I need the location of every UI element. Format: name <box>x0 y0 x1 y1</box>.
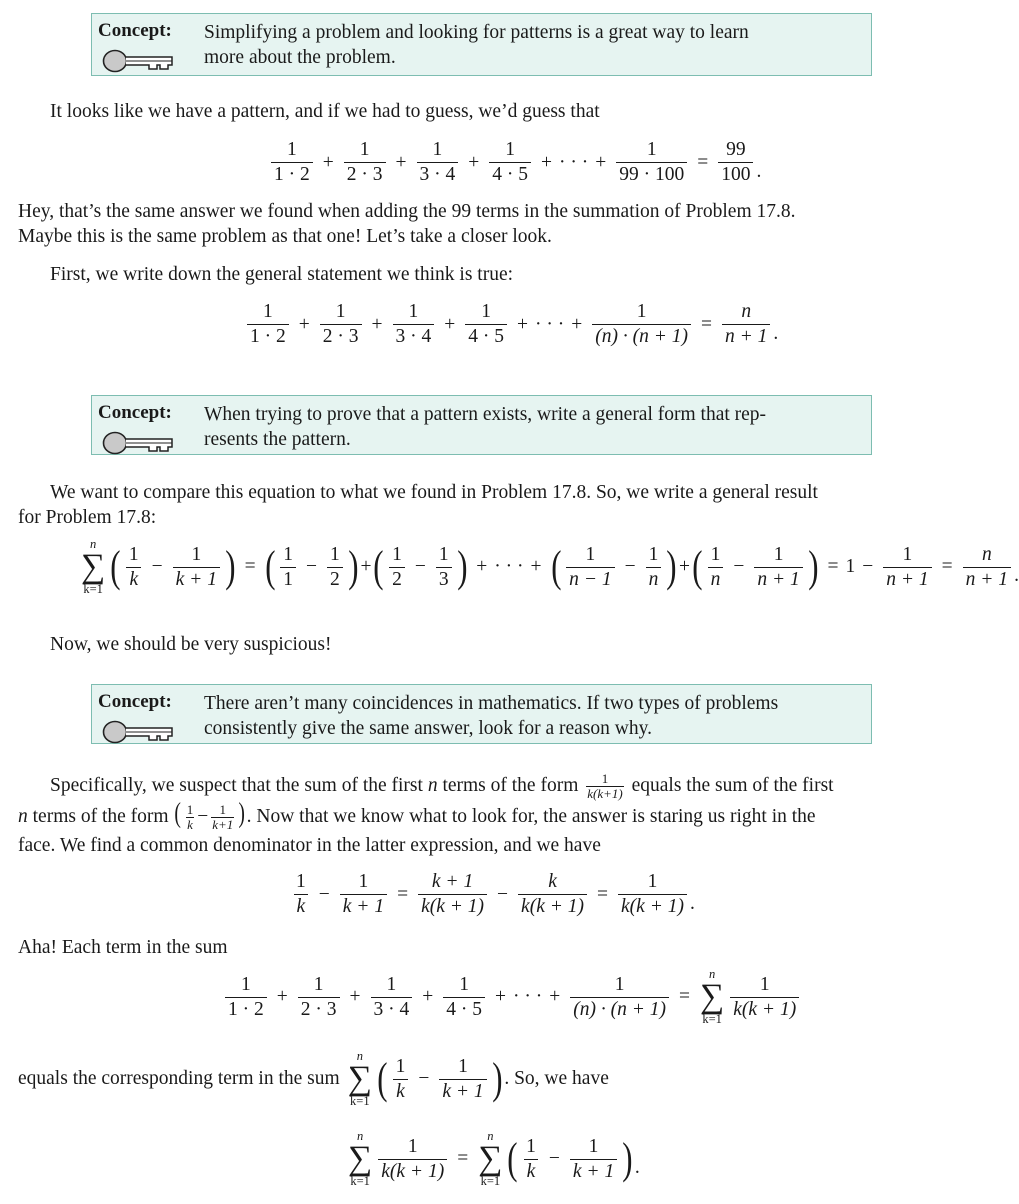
math-token: . <box>756 160 762 182</box>
math-token: = <box>597 883 609 905</box>
math-token: k <box>524 1159 539 1184</box>
math-token: + <box>468 151 480 173</box>
math-token: 1 <box>191 543 202 565</box>
fraction <box>393 1055 409 1104</box>
math-token: k + 1 <box>570 1159 617 1184</box>
math-token: 1 <box>614 973 625 995</box>
fraction <box>371 973 413 1022</box>
fraction <box>211 803 234 832</box>
math-token: 100 <box>718 162 753 187</box>
math-token: + <box>530 556 542 577</box>
paragraph <box>18 1050 609 1108</box>
math-token: n <box>741 301 752 322</box>
concept-text <box>204 20 863 70</box>
math-token: k + 1 <box>439 1079 486 1104</box>
math-token: 4 · 5 <box>489 162 531 187</box>
math-token: − <box>318 883 330 905</box>
math-token: 4 · 5 <box>465 324 507 349</box>
math-token: . So, we have <box>504 1068 609 1089</box>
math-token: = <box>697 151 709 173</box>
math-token: − <box>306 556 318 577</box>
math-token: · · · <box>559 151 589 173</box>
concept-line: Simplifying a problem and looking for patterns is a great way to learn <box>204 22 749 43</box>
math-token: + <box>395 151 407 173</box>
math-token: n <box>981 543 992 565</box>
math-token: 1 <box>395 1055 406 1077</box>
fraction <box>418 870 487 919</box>
concept-box-3 <box>91 684 872 744</box>
text-line: Hey, that’s the same answer we found when adding the 99 terms in the summation of Problem 17.8. <box>18 201 796 222</box>
math-token: = <box>827 556 839 577</box>
summation <box>348 1050 372 1108</box>
concept-text <box>204 691 863 741</box>
summation <box>478 1130 502 1188</box>
fraction <box>592 300 691 349</box>
math-token: 1 <box>648 543 659 565</box>
math-token: − <box>548 1148 560 1169</box>
fraction <box>247 300 289 349</box>
concept-line: resents the pattern. <box>204 429 351 450</box>
math-token: + <box>495 986 506 1007</box>
fraction <box>293 870 309 919</box>
math-token: ( <box>110 542 121 591</box>
math-token: 1 <box>392 543 402 565</box>
math-token: n <box>708 567 724 592</box>
math-token: + <box>276 986 288 1007</box>
math-token: 1 <box>458 1055 468 1077</box>
fraction <box>708 543 724 592</box>
math-token: ) <box>491 1054 503 1103</box>
fraction <box>439 1055 486 1104</box>
fraction <box>722 300 770 349</box>
math-token: k <box>294 894 309 919</box>
math-token: + <box>571 313 583 335</box>
paragraph: First, we write down the general statement we think is true: <box>50 264 514 285</box>
text-line: We want to compare this equation to what we found in Problem 17.8. So, we write a general result <box>50 482 818 503</box>
fraction <box>518 870 587 919</box>
fraction <box>963 543 1011 592</box>
math-token: terms of the form <box>27 806 174 828</box>
fraction <box>126 543 142 592</box>
math-token: + <box>678 556 690 577</box>
math-token: 3 · 4 <box>417 162 459 187</box>
summation <box>81 538 105 596</box>
math-token: ( <box>550 542 561 591</box>
fraction <box>489 138 531 187</box>
math-token: n <box>357 1129 364 1143</box>
concept-line: consistently give the same answer, look for a reason why. <box>204 718 652 739</box>
paragraph: Now, we should be very suspicious! <box>50 634 332 655</box>
paragraph <box>18 199 946 249</box>
math-token: 1 <box>407 1135 418 1157</box>
concept-box-1 <box>91 13 872 76</box>
math-token: k=1 <box>350 1174 370 1188</box>
math-token: + <box>371 313 383 335</box>
math-token: 1 <box>845 556 856 577</box>
fraction <box>465 300 507 349</box>
math-token: 1 <box>128 543 139 565</box>
math-token: ( <box>377 1054 388 1103</box>
math-token: n <box>646 567 662 592</box>
math-token: ( <box>264 542 276 591</box>
math-token: n <box>709 967 716 981</box>
math-token: k <box>126 567 141 592</box>
math-token: − <box>497 883 509 905</box>
text-line: face. We find a common denominator in the latter expression, and we have <box>18 835 601 857</box>
math-token: k + 1 <box>173 567 220 592</box>
fraction <box>389 543 405 592</box>
math-token: ∑ <box>478 1140 503 1177</box>
fraction <box>618 870 687 919</box>
math-token: − <box>414 556 426 577</box>
math-token: k(k+1) <box>587 786 623 802</box>
paragraph: It looks like we have a pattern, and if we had to guess, we’d guess that <box>50 101 600 122</box>
math-token: k=1 <box>83 582 103 596</box>
fraction <box>616 138 687 187</box>
math-token: k+1 <box>212 817 234 833</box>
math-token: ∑ <box>700 978 725 1015</box>
math-token: 1 <box>280 567 296 592</box>
math-token: 1 <box>481 301 491 322</box>
math-token: equals the sum of the first <box>631 775 834 796</box>
math-token: n − 1 <box>566 567 614 592</box>
math-token: 3 <box>436 567 452 592</box>
text-line <box>18 772 946 801</box>
fraction <box>378 1135 447 1184</box>
math-token: ) <box>666 542 677 591</box>
key-icon <box>102 430 176 456</box>
math-token: 1 <box>283 543 294 565</box>
math-token: + <box>595 151 607 173</box>
fraction <box>344 138 386 187</box>
math-token: 1 <box>186 802 194 818</box>
fraction <box>271 138 313 187</box>
math-token: − <box>151 556 163 577</box>
concept-line: There aren’t many coincidences in mathematics. If two types of problems <box>204 693 779 714</box>
fraction <box>327 543 343 592</box>
math-token: equals the corresponding term in the sum <box>18 1068 340 1089</box>
math-token: 1 <box>526 1135 536 1157</box>
concept-label: Concept: <box>98 20 172 41</box>
math-token: + <box>541 151 552 173</box>
math-token: 99 · 100 <box>616 162 687 187</box>
math-token: 4 · 5 <box>443 997 485 1022</box>
fraction <box>417 138 459 187</box>
summation <box>348 1130 372 1188</box>
math-token: = <box>244 556 256 577</box>
fraction <box>393 300 435 349</box>
math-token: ) <box>808 542 819 591</box>
math-token: k(k + 1) <box>618 894 687 919</box>
math-token: k <box>393 1079 408 1104</box>
key-icon <box>102 719 176 745</box>
math-token: 1 <box>773 543 784 565</box>
math-token: + <box>476 556 488 577</box>
math-token: n + 1 <box>722 324 770 349</box>
concept-box-2 <box>91 395 872 455</box>
math-token: + <box>422 986 434 1007</box>
math-token: 1 <box>646 139 657 160</box>
fraction <box>340 870 387 919</box>
math-token: 2 · 3 <box>344 162 386 187</box>
math-token: n + 1 <box>754 567 802 592</box>
math-token: + <box>322 151 334 173</box>
math-token: . <box>773 322 779 344</box>
math-token: (n) · (n + 1) <box>592 324 691 349</box>
math-token: · · · <box>494 556 524 577</box>
math-token: 1 <box>902 543 913 565</box>
math-token: . Now that we know what to look for, the answer is staring us right in the <box>246 806 816 828</box>
math-token: 1 <box>313 973 324 995</box>
math-token: ( <box>507 1134 518 1183</box>
math-token: 1 <box>636 301 647 322</box>
math-token: − <box>418 1068 430 1089</box>
math-token: + <box>444 313 456 335</box>
fraction <box>320 300 362 349</box>
math-token: 1 <box>358 871 369 892</box>
math-token: k <box>548 871 557 892</box>
equation-common-denominator <box>290 870 695 919</box>
math-token: 1 <box>601 771 609 787</box>
fraction <box>754 543 802 592</box>
math-token: 1 <box>263 301 273 322</box>
math-token: n <box>487 1129 494 1143</box>
fraction <box>570 1135 617 1184</box>
paragraph <box>18 480 946 530</box>
math-token: 1 · 2 <box>247 324 289 349</box>
math-token: n <box>356 1049 363 1063</box>
fraction <box>570 973 669 1022</box>
math-token: 2 <box>389 567 405 592</box>
math-token: k(k + 1) <box>518 894 587 919</box>
fraction <box>718 138 753 187</box>
math-token: − <box>862 556 874 577</box>
math-token: (n) · (n + 1) <box>570 997 669 1022</box>
math-token: n <box>90 537 97 551</box>
math-token: k=1 <box>702 1012 722 1026</box>
math-token: ( <box>692 542 703 591</box>
inline-fraction <box>586 772 623 801</box>
math-token: 1 <box>585 543 596 565</box>
math-token: 1 <box>438 543 449 565</box>
math-token: 1 <box>330 543 340 565</box>
math-token: 99 <box>726 139 746 160</box>
math-token: 1 <box>386 973 397 995</box>
math-token: = <box>457 1148 469 1169</box>
fraction <box>280 543 296 592</box>
equation-sum-form <box>222 968 802 1026</box>
fraction <box>730 973 799 1022</box>
equation-general <box>244 300 778 349</box>
fraction <box>883 543 931 592</box>
math-token: k + 1 <box>340 894 387 919</box>
math-token: 1 <box>219 802 227 818</box>
math-token: Specifically, we suspect that the sum of the first <box>50 775 428 796</box>
math-token: + <box>298 313 310 335</box>
math-token: k(k + 1) <box>418 894 487 919</box>
math-token: ) <box>347 542 359 591</box>
math-token: + <box>360 556 372 577</box>
fraction <box>443 973 485 1022</box>
key-icon <box>102 48 176 74</box>
math-token: n <box>427 775 438 796</box>
math-token: 1 <box>296 871 306 892</box>
math-token: 1 <box>647 871 658 892</box>
text-line: Maybe this is the same problem as that one! Let’s take a closer look. <box>18 226 552 247</box>
math-token: 1 <box>710 543 721 565</box>
math-token: − <box>197 806 209 828</box>
math-token: 2 · 3 <box>298 997 340 1022</box>
text-line <box>18 798 946 833</box>
math-token: n <box>18 806 28 828</box>
fraction <box>436 543 452 592</box>
equation-telescoping <box>78 538 1019 596</box>
concept-text <box>204 402 863 452</box>
fraction <box>225 973 267 1022</box>
math-token: · · · <box>535 313 565 335</box>
math-token: k(k + 1) <box>378 1159 447 1184</box>
math-token: 1 <box>505 139 515 160</box>
math-token: 1 <box>588 1135 599 1157</box>
fraction <box>298 973 340 1022</box>
concept-line: more about the problem. <box>204 47 396 68</box>
math-token: = <box>679 986 690 1007</box>
math-token: = <box>397 883 409 905</box>
math-token: + <box>517 313 528 335</box>
math-token: = <box>941 556 953 577</box>
math-token: 1 · 2 <box>225 997 267 1022</box>
math-token: ) <box>622 1134 633 1183</box>
math-token: k=1 <box>480 1174 501 1188</box>
math-token: ( <box>174 798 182 830</box>
math-token: + <box>349 986 361 1007</box>
math-token: n + 1 <box>963 567 1011 592</box>
summation <box>700 968 724 1026</box>
math-token: 1 <box>359 139 370 160</box>
concept-line: When trying to prove that a pattern exists, write a general form that rep- <box>204 404 767 425</box>
text-line: for Problem 17.8: <box>18 507 157 528</box>
math-token: ) <box>238 798 246 830</box>
math-token: ∑ <box>348 1140 373 1177</box>
math-token: k(k + 1) <box>730 997 799 1022</box>
fraction <box>646 543 662 592</box>
math-token: . <box>634 1157 640 1178</box>
math-token: 1 <box>241 973 251 995</box>
math-token: − <box>624 556 636 577</box>
math-token: 1 <box>759 973 770 995</box>
concept-label: Concept: <box>98 691 172 712</box>
math-token: = <box>701 313 712 335</box>
math-token: ) <box>456 542 468 591</box>
equation-guess <box>268 138 761 187</box>
equation-final <box>345 1130 640 1188</box>
fraction <box>186 803 195 832</box>
math-token: 1 · 2 <box>271 162 313 187</box>
math-token: 1 <box>459 973 469 995</box>
math-token: ∑ <box>347 1060 372 1097</box>
fraction <box>566 543 614 592</box>
concept-label: Concept: <box>98 402 172 423</box>
math-token: · · · <box>513 986 543 1007</box>
math-token: 1 <box>432 139 443 160</box>
math-token: terms of the form <box>437 775 584 796</box>
math-token: + <box>549 986 561 1007</box>
math-token: − <box>733 556 745 577</box>
math-token: n + 1 <box>883 567 931 592</box>
math-token: ) <box>225 542 236 591</box>
math-token: k <box>187 817 193 833</box>
math-token: 1 <box>335 301 346 322</box>
fraction <box>523 1135 539 1184</box>
math-token: 1 <box>408 301 419 322</box>
math-token: 2 · 3 <box>320 324 362 349</box>
math-token: 2 <box>327 567 343 592</box>
math-token: k + 1 <box>431 871 474 892</box>
fraction <box>173 543 220 592</box>
math-token: 3 · 4 <box>393 324 435 349</box>
math-token: . <box>689 892 695 914</box>
paragraph: Aha! Each term in the sum <box>18 937 228 958</box>
math-token: . <box>1014 565 1019 586</box>
math-token: 1 <box>287 139 297 160</box>
math-token: ( <box>373 542 384 591</box>
paragraph <box>18 772 946 859</box>
math-token: k=1 <box>350 1094 370 1108</box>
math-token: 3 · 4 <box>371 997 413 1022</box>
math-token: ∑ <box>81 548 106 585</box>
